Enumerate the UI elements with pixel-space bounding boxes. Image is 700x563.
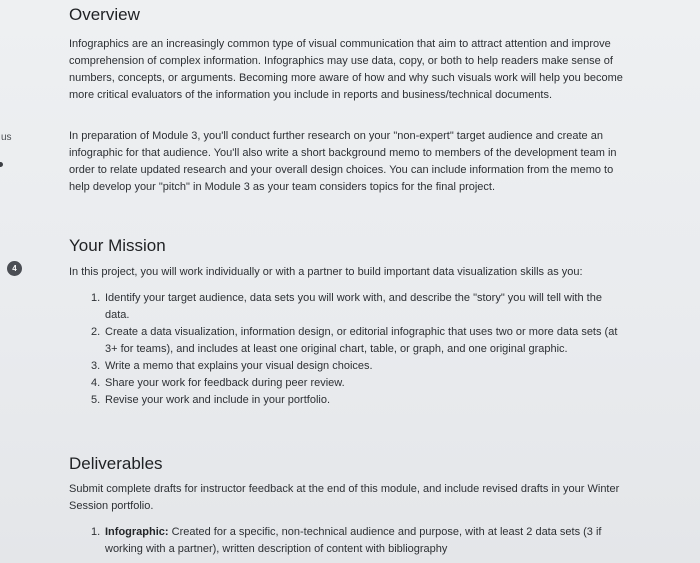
list-item: 2. Create a data visualization, information design, or editorial infographic that uses two or more data sets (at 3+ for teams), and includes at least one original chart, table, or graph, and one original graphic. bbox=[91, 326, 618, 355]
deliverables-heading: Deliverables bbox=[69, 454, 163, 473]
overview-paragraph-2: In preparation of Module 3, you'll conduct further research on your "non-expert" target audience and create an infographic for that audience. You'll also write a short background memo to members of the development team in order to relate updated research and your overall design choices. You can include information from the memo to help develop your "pitch" in Module 3 as your team considers topics for the final project. bbox=[69, 130, 617, 193]
list-item: 4. Share your work for feedback during peer review. bbox=[91, 377, 345, 389]
mission-intro: In this project, you will work individually or with a partner to build important data visualization skills as you: bbox=[69, 266, 583, 278]
list-item: 1. Infographic: Created for a specific, non-technical audience and purpose, with at least 2 data sets (3 if working with a partner), written description of content with bibliography bbox=[91, 526, 602, 555]
list-item: 3. Write a memo that explains your visual design choices. bbox=[91, 360, 373, 372]
mission-heading: Your Mission bbox=[69, 236, 166, 255]
rail-label[interactable]: us bbox=[1, 132, 12, 143]
list-item: 5. Revise your work and include in your portfolio. bbox=[91, 394, 331, 406]
overview-heading: Overview bbox=[69, 5, 140, 24]
list-item: 1. Identify your target audience, data sets you will work with, and describe the "story" you will tell with the data. bbox=[91, 292, 602, 321]
left-rail bbox=[0, 0, 16, 563]
deliverables-list bbox=[91, 524, 625, 558]
mission-list bbox=[91, 290, 625, 409]
rail-bullet-icon bbox=[0, 162, 3, 167]
deliverables-intro: Submit complete drafts for instructor feedback at the end of this module, and include revised drafts in your Winter Session portfolio. bbox=[69, 483, 620, 512]
deliverable-label: Infographic: bbox=[105, 526, 169, 538]
overview-paragraph-1: Infographics are an increasingly common type of visual communication that aim to attract attention and improve comprehension of complex information. Infographics may use data, copy, or both to help readers make sense of numbers, concepts, or arguments. Becoming more aware of how and why such visuals work will help you become more critical evaluators of the information you include in reports and business/technical documents. bbox=[69, 38, 623, 101]
step-badge-icon[interactable]: 4 bbox=[7, 261, 22, 276]
